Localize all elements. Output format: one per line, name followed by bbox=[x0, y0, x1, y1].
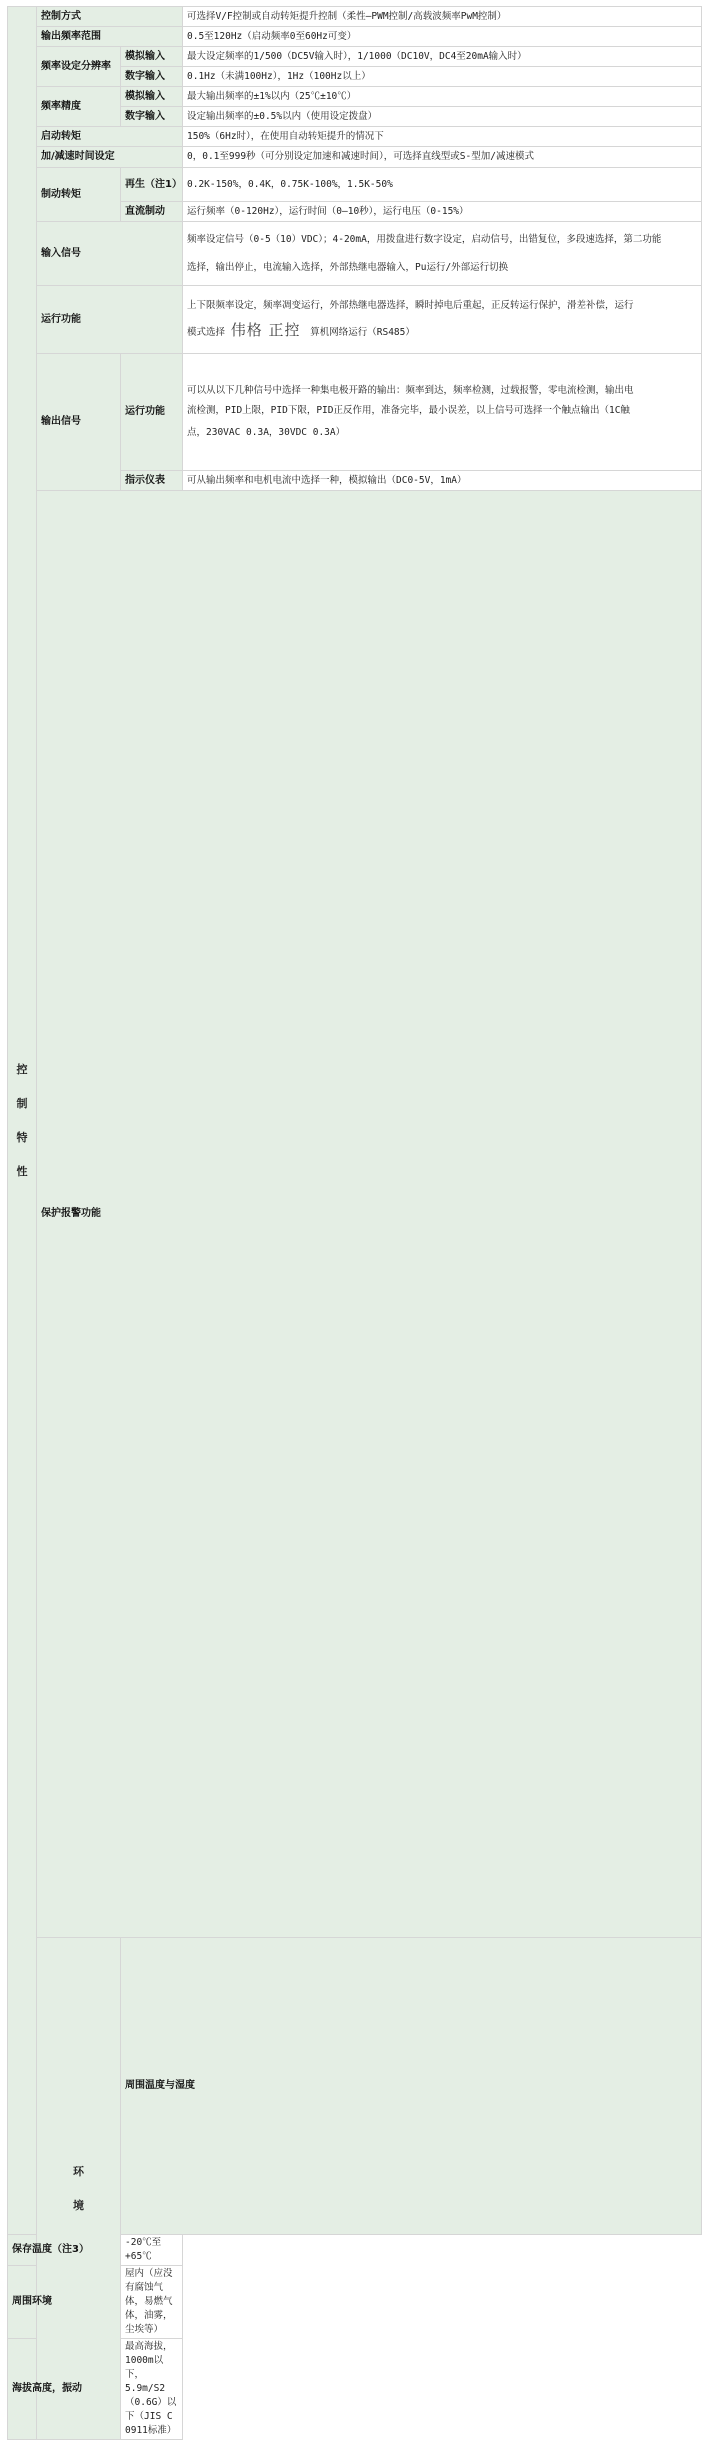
label-braking: 制动转矩 bbox=[37, 168, 121, 222]
label-storage-temp: 保存温度（注3） bbox=[8, 2235, 121, 2266]
label-input-signal: 输入信号 bbox=[37, 222, 183, 286]
value-accel-time: 0，0.1至999秒（可分别设定加速和减速时间），可选择直线型或S-型加/减速模式 bbox=[183, 147, 702, 168]
row-run-function bbox=[8, 286, 702, 354]
output-signal-text-2: 流检测，PID上限，PID下限，PID正反作用，准备完毕，最小误差，以上信号可选择一个触点输出（1C触 bbox=[187, 405, 630, 416]
row-braking-regen bbox=[8, 168, 702, 202]
row-ambient-temp bbox=[8, 1938, 702, 2235]
value-output-signal-meter: 可从输出频率和电机电流中选择一种，模拟输出（DC0-5V，1mA） bbox=[183, 471, 702, 491]
value-freq-accuracy-analog: 最大输出频率的±1%以内（25℃±10℃） bbox=[183, 87, 702, 107]
row-ambient-env bbox=[8, 2266, 702, 2339]
row-protection bbox=[8, 491, 702, 1938]
label-output-freq: 输出频率范围 bbox=[37, 27, 183, 47]
input-signal-text-1: 频率设定信号（0-5（10）VDC）；4-20mA，用拨盘进行数字设定，启动信号，出错复位，多段速选择，第二功能 bbox=[187, 233, 662, 245]
row-accel-time bbox=[8, 147, 702, 168]
label-freq-resolution-analog: 模拟输入 bbox=[121, 47, 183, 67]
row-freq-accuracy-analog bbox=[8, 87, 702, 107]
output-signal-text-3: 点，230VAC 0.3A，30VDC 0.3A） bbox=[187, 427, 346, 438]
row-start-torque bbox=[8, 127, 702, 147]
label-control-mode: 控制方式 bbox=[37, 7, 183, 27]
label-output-signal-meter: 指示仪表 bbox=[121, 471, 183, 491]
label-ambient-temp: 周围温度与湿度 bbox=[121, 1938, 702, 2235]
label-freq-resolution-digital: 数字输入 bbox=[121, 67, 183, 87]
label-freq-resolution: 频率设定分辨率 bbox=[37, 47, 121, 87]
value-control-mode: 可选择V/F控制或自动转矩提升控制（柔性—PWM控制/高载波频率PwM控制） bbox=[183, 7, 702, 27]
value-braking-regen: 0.2K-150%，0.4K，0.75K-100%，1.5K-50% bbox=[183, 168, 702, 202]
value-input-signal bbox=[183, 222, 702, 286]
group-control-label: 控 制 特 性 bbox=[16, 1062, 28, 1178]
label-freq-accuracy-analog: 模拟输入 bbox=[121, 87, 183, 107]
label-output-signal: 输出信号 bbox=[37, 354, 121, 491]
watermark-logo: 伟格 正控 bbox=[230, 320, 301, 339]
row-storage-temp bbox=[8, 2235, 702, 2266]
label-accel-time: 加/减速时间设定 bbox=[37, 147, 183, 168]
label-freq-accuracy-digital: 数字输入 bbox=[121, 107, 183, 127]
label-braking-dc: 直流制动 bbox=[121, 202, 183, 222]
group-environment-label: 环 境 bbox=[73, 2164, 84, 2212]
value-braking-dc: 运行频率（0-120Hz），运行时间（0—10秒），运行电压（0-15%） bbox=[183, 202, 702, 222]
group-control-characteristics bbox=[8, 7, 37, 2235]
run-function-text-1: 上下限频率设定，频率凋变运行，外部热继电器选择，瞬时掉电后重起，正反转运行保护，滑差补偿，运行 bbox=[187, 299, 634, 311]
row-freq-resolution-analog bbox=[8, 47, 702, 67]
row-altitude bbox=[8, 2339, 702, 2440]
value-altitude: 最高海拔，1000m以下，5.9m/S2（0.6G）以下（JIS C 0911标准） bbox=[121, 2339, 183, 2440]
row-output-signal-run bbox=[8, 354, 702, 471]
output-signal-text-1: 可以从以下几种信号中选择一种集电极开路的输出：频率到达，频率检测，过载报警，零电流检测，输出电 bbox=[187, 385, 634, 396]
label-protection: 保护报警功能 bbox=[37, 491, 702, 1938]
value-storage-temp: -20℃至+65℃ bbox=[121, 2235, 183, 2266]
value-output-freq: 0.5至120Hz（启动频率0至60Hz可变） bbox=[183, 27, 702, 47]
label-run-function: 运行功能 bbox=[37, 286, 183, 354]
run-function-text-2: 模式选择 伟格 正控 算机网络运行（RS485） bbox=[187, 320, 415, 339]
row-input-signal bbox=[8, 222, 702, 286]
value-run-function bbox=[183, 286, 702, 354]
value-freq-accuracy-digital: 设定输出频率的±0.5%以内（使用设定拨盘） bbox=[183, 107, 702, 127]
row-control-mode bbox=[8, 7, 702, 27]
row-output-freq bbox=[8, 27, 702, 47]
label-freq-accuracy: 频率精度 bbox=[37, 87, 121, 127]
label-braking-regen: 再生（注1） bbox=[121, 168, 183, 202]
spec-table bbox=[7, 6, 702, 2440]
value-output-signal-run bbox=[183, 354, 702, 471]
value-freq-resolution-analog: 最大设定频率的1/500（DC5V输入时），1/1000（DC10V，DC4至20mA输入时） bbox=[183, 47, 702, 67]
label-start-torque: 启动转矩 bbox=[37, 127, 183, 147]
input-signal-text-2: 选择，输出停止，电流输入选择，外部热继电器输入，Pu运行/外部运行切换 bbox=[187, 261, 509, 273]
label-output-signal-run: 运行功能 bbox=[121, 354, 183, 471]
value-ambient-env: 屋内（应没有腐蚀气体，易燃气体，油雾，尘埃等） bbox=[121, 2266, 183, 2339]
value-freq-resolution-digital: 0.1Hz（未满100Hz），1Hz（100Hz以上） bbox=[183, 67, 702, 87]
label-altitude: 海拔高度，振动 bbox=[8, 2339, 121, 2440]
label-ambient-env: 周围环境 bbox=[8, 2266, 121, 2339]
value-start-torque: 150%（6Hz时），在使用自动转矩提升的情况下 bbox=[183, 127, 702, 147]
